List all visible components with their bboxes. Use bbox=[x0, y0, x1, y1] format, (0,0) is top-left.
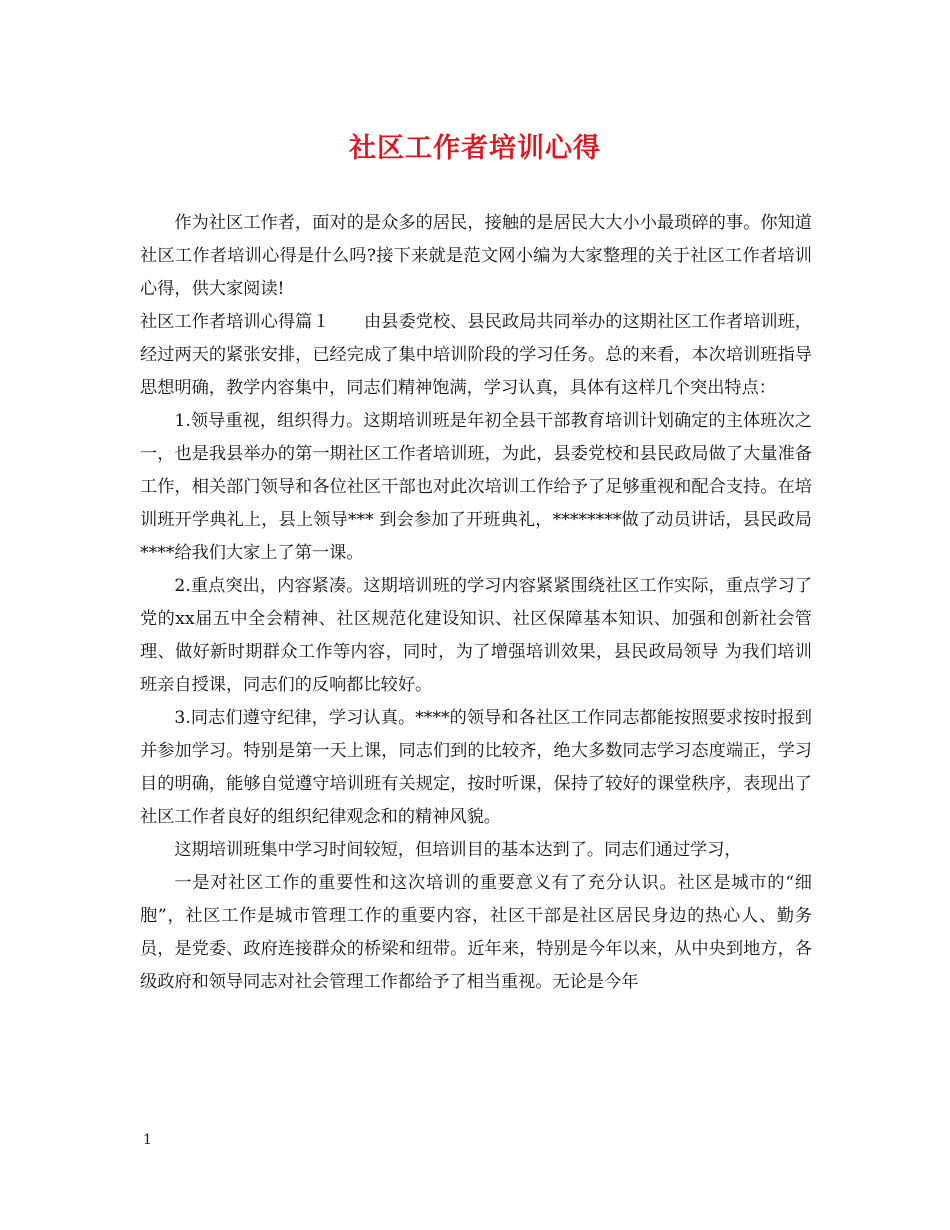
document-title: 社区工作者培训心得 bbox=[349, 133, 601, 164]
paragraph-intro: 作为社区工作者，面对的是众多的居民，接触的是居民大大小小最琐碎的事。你知道社区工作者培训心得是什么吗?接下来就是范文网小编为大家整理的关于社区工作者培训心得，供大家阅读! bbox=[140, 213, 812, 299]
paragraph-point-3: 3.同志们遵守纪律，学习认真。****的领导和各社区工作同志都能按照要求按时报到并参加学习。特别是第一天上课，同志们到的比较齐，绝大多数同志学习态度端正，学习目的明确，能够自觉遵守培训班有关规定，按时听课，保持了较好的课堂秩序，表现出了社区工作者良好的组织纪律观念和的精神风貌。 bbox=[140, 708, 812, 827]
paragraph-point-1: 1.领导重视，组织得力。这期培训班是年初全县干部教育培训计划确定的主体班次之一，也是我县举办的第一期社区工作者培训班，为此，县委党校和县民政局做了大量准备工作，相关部门领导和各位社区干部也对此次培训工作给予了足够重视和配合支持。在培训班开学典礼上，县上领导*** 到会参加了开班典礼，********做了动员讲话，县民政局****给我们大家上了第一课。 bbox=[140, 411, 812, 563]
paragraph-first-outcome: 一是对社区工作的重要性和这次培训的重要意义有了充分认识。社区是城市的“细胞”，社区工作是城市管理工作的重要内容，社区干部是社区居民身边的热心人、勤务员，是党委、政府连接群众的桥梁和纽带。近年来，特别是今年以来，从中央到地方，各级政府和领导同志对社会管理工作都给予了相当重视。无论是今年 bbox=[140, 873, 812, 992]
document-body bbox=[140, 207, 812, 999]
paragraph-section-1: 社区工作者培训心得篇１ 由县委党校、县民政局共同举办的这期社区工作者培训班，经过两天的紧张安排，已经完成了集中培训阶段的学习任务。总的来看，本次培训班指导思想明确，教学内容集中，同志们精神饱满，学习认真，具体有这样几个突出特点： bbox=[140, 312, 812, 398]
paragraph-point-2: 2.重点突出，内容紧凑。这期培训班的学习内容紧紧围绕社区工作实际，重点学习了党的xx届五中全会精神、社区规范化建设知识、社区保障基本知识、加强和创新社会管理、做好新时期群众工作等内容，同时，为了增强培训效果，县民政局领导 为我们培训班亲自授课，同志们的反响都比较好。 bbox=[140, 576, 812, 695]
paragraph-summary: 这期培训班集中学习时间较短，但培训目的基本达到了。同志们通过学习， bbox=[174, 840, 742, 860]
page-number: 1 bbox=[143, 1132, 152, 1148]
